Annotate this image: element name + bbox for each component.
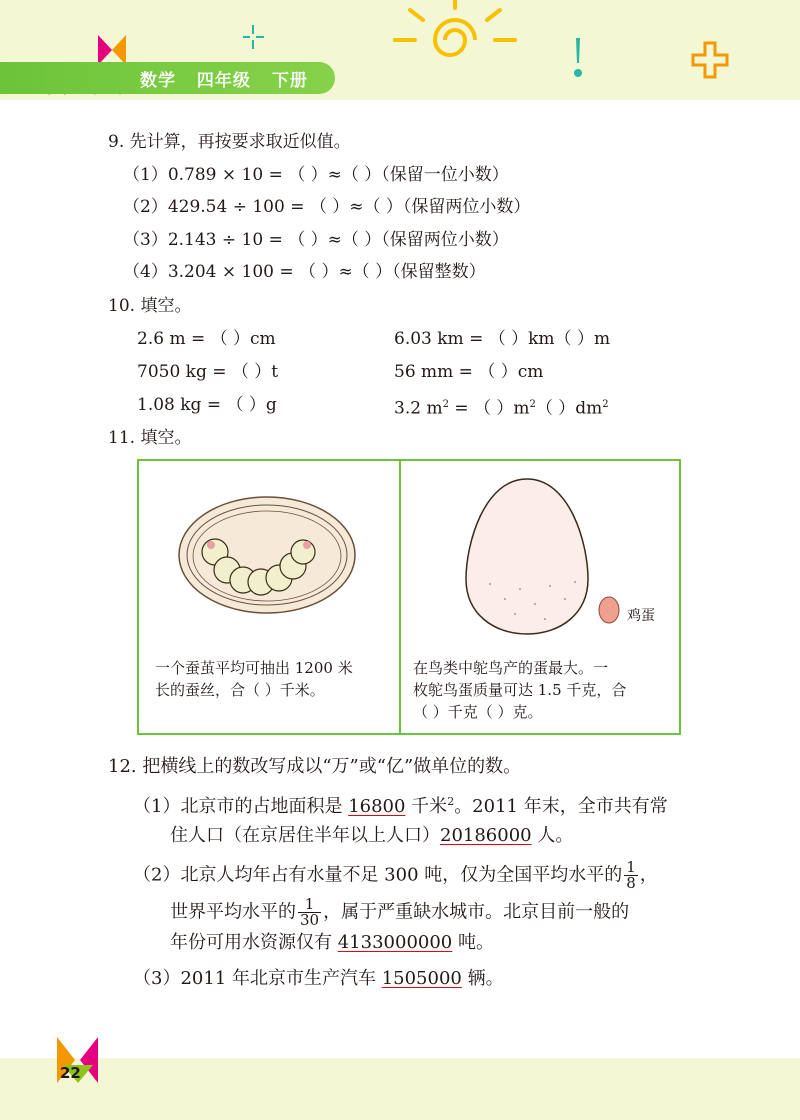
q11-left-caption: 一个蚕茧平均可抽出 1200 米 长的蚕丝，合（ ）千米。 <box>155 659 353 699</box>
q12-p2-line1: （2）北京人均年占有水量不足 300 吨，仅为全国平均水平的 $\frac{1}{8}$ ， <box>133 858 658 892</box>
q11-divider <box>399 459 401 733</box>
plus-doodle-icon <box>690 40 730 80</box>
q10-right-2: 56 mm = （ ）cm <box>394 362 544 382</box>
q9-item-2: （2）429.54 ÷ 100 = （ ）≈（ ）（保留两位小数） <box>123 197 531 217</box>
footer-band <box>0 1058 800 1120</box>
q12-p1-line1: （1）北京市的占地面积是 16800 千米$^2$。2011 年末，全市共有常 <box>133 795 668 817</box>
q10-right-1: 6.03 km = （ ）km（ ）m <box>394 329 611 349</box>
chicken-egg-illustration <box>597 595 621 625</box>
fraction-one-eighth: $\frac{1}{8}$ <box>626 858 636 892</box>
sun-doodle-icon <box>385 0 525 70</box>
chicken-egg-label: 鸡蛋 <box>627 608 655 624</box>
star-doodle-icon <box>238 22 268 52</box>
q11-right-caption: 在鸟类中鸵鸟产的蛋最大。一 枚鸵鸟蛋质量可达 1.5 千克，合 （ ）千克（ ）克。 <box>413 659 627 721</box>
q10-left-2: 7050 kg = （ ）t <box>137 362 279 382</box>
fraction-one-thirtieth: $\frac{1}{30}$ <box>300 895 320 929</box>
q10-right-3: 3.2 $m^2$ = （ ）$m^2$（ ）$dm^2$ <box>394 398 609 419</box>
q12-p1-line2: 住人口（在京居住半年以上人口）20186000 人。 <box>170 825 574 846</box>
ostrich-egg-illustration <box>460 474 595 639</box>
q10-left-3: 1.08 kg = （ ）g <box>137 395 277 415</box>
q9-item-1: （1）0.789 × 10 = （ ）≈（ ）（保留一位小数） <box>123 165 509 185</box>
q10-left-1: 2.6 m = （ ）cm <box>137 329 276 349</box>
q10-title: 10. 填空。 <box>108 296 192 316</box>
q12-title: 12. 把横线上的数改写成以“万”或“亿”做单位的数。 <box>108 756 522 777</box>
q12-p3: （3）2011 年北京市生产汽车 1505000 辆。 <box>133 968 504 989</box>
q9-item-4: （4）3.204 × 100 = （ ）≈（ ）（保留整数） <box>123 262 486 282</box>
q9-title: 9. 先计算，再按要求取近似值。 <box>108 132 351 152</box>
q12-p2-line2: 世界平均水平的 $\frac{1}{30}$ ，属于严重缺水城市。北京目前一般的 <box>170 895 630 929</box>
q12-p2-line3: 年份可用水资源仅有 4133000000 吨。 <box>170 932 494 953</box>
q9-item-3: （3）2.143 ÷ 10 = （ ）≈（ ）（保留两位小数） <box>123 230 509 250</box>
silkworm-cocoon-illustration <box>175 490 360 620</box>
exclamation-doodle-icon <box>568 35 588 80</box>
page-number: 22 <box>60 1064 81 1082</box>
q11-title: 11. 填空。 <box>108 428 192 448</box>
header-title: 数学 四年级 下册 <box>140 71 308 91</box>
